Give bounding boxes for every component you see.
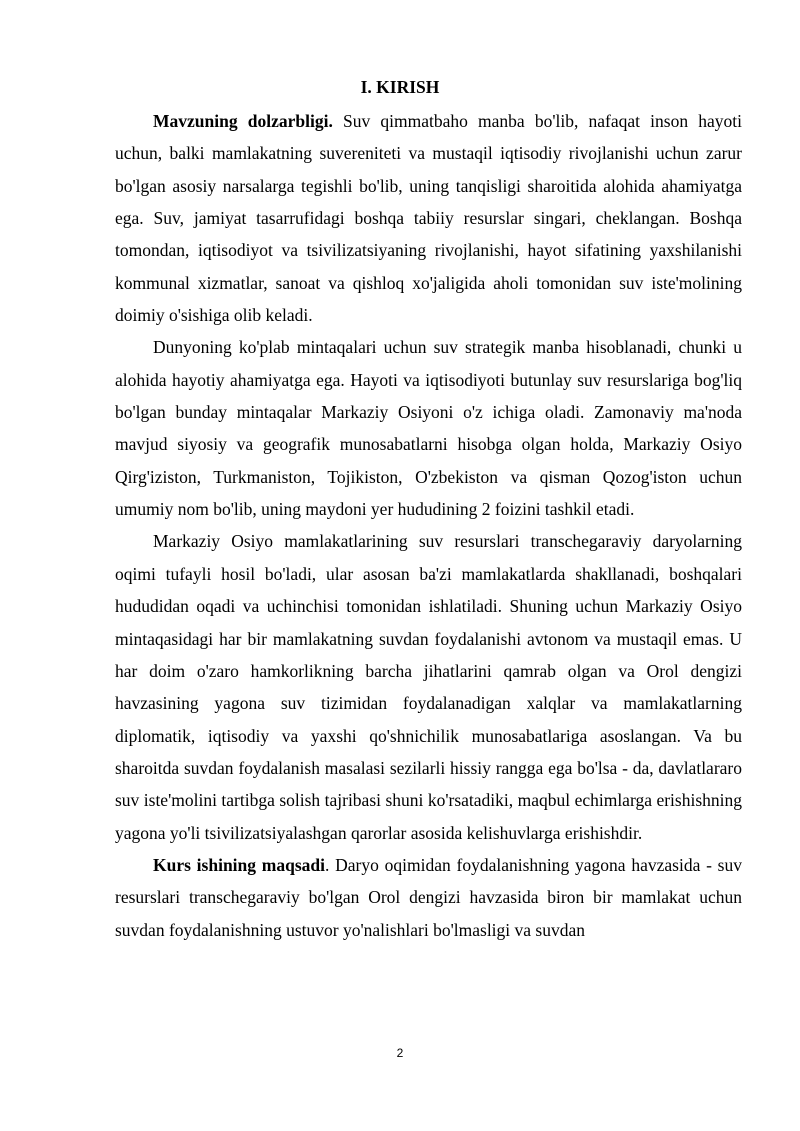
paragraph-text: Dunyoning ko'plab mintaqalari uchun suv strategik manba hisoblanadi, chunki u alohida hayotiy ahamiyatga ega. Hayoti va iqtisodiyoti butunlay suv resurslariga bog'liq bo'lgan bunday mintaqalar Markaziy Osiyoni o'z ichiga oladi. Zamonaviy ma'noda mavjud siyosiy va geografik munosabatlarni hisobga olgan holda, Markaziy Osiyo Qirg'iziston, Turkmaniston, Tojikiston, O'zbekiston va qisman Qozog'iston uchun umumiy nom bo'lib, uning maydoni yer hududining 2 foizini tashkil etadi. [115, 337, 742, 520]
paragraph-water-strategic [115, 331, 742, 525]
paragraph-text: . Daryo oqimidan foydalanishning yagona havzasida - suv resurslari transchegaraviy bo'lgan Orol dengizi havzasida biron bir mamlakat uchun suvdan foydalanishning ustuvor yo'nalishlari bo'lmasligi va suvdan [115, 854, 742, 940]
section-title: I. KIRISH [360, 77, 440, 97]
paragraph-transboundary [115, 525, 742, 848]
page-number: 2 [396, 1046, 404, 1060]
paragraph-lead: Kurs ishining maqsadi [153, 854, 326, 875]
paragraph-text: Suv qimmatbaho manba bo'lib, nafaqat inson hayoti uchun, balki mamlakatning suvereniteti va mustaqil iqtisodiy rivojlanishi uchun zarur bo'lgan asosiy narsalarga tegishli bo'lib, uning tanqisligi sharoitida alohida ahamiyatga ega. Suv, jamiyat tasarrufidagi boshqa tabiiy resurslar singari, cheklangan. Boshqa tomondan, iqtisodiyot va tsivilizatsiyaning rivojlanishi, hayot sifatining yaxshilanishi kommunal xizmatlar, sanoat va qishloq xo'jaligida aholi tomonidan suv iste'molining doimiy o'sishiga olib keladi. [115, 111, 742, 326]
paragraph-relevance [115, 105, 742, 331]
paragraph-lead: Mavzuning dolzarbligi. [153, 111, 333, 131]
paragraph-goal [115, 849, 742, 946]
document-body [115, 105, 742, 946]
paragraph-text: Markaziy Osiyo mamlakatlarining suv resurslari transchegaraviy daryolarning oqimi tufayli hosil bo'ladi, ular asosan ba'zi mamlakatlarda shakllanadi, boshqalari hududidan oqadi va uchinchisi tomonidan ishlatiladi. Shuning uchun Markaziy Osiyo mintaqasidagi har bir mamlakatning suvdan foydalanishi avtonom va mustaqil emas. U har doim o'zaro hamkorlikning barcha jihatlarini qamrab olgan va Orol dengizi havzasining yagona suv tizimidan foydalanadigan xalqlar va mamlakatlarning diplomatik, iqtisodiy va yaxshi qo'shnichilik munosabatlariga asoslangan. Va bu sharoitda suvdan foydalanish masalasi sezilarli hissiy rangga ega bo'lsa - da, davlatlararo suv iste'molini tartibga solish tajribasi shuni ko'rsatadiki, maqbul echimlarga erishishning yagona yo'li tsivilizatsiyalashgan qarorlar asosida kelishuvlarga erishishdir. [115, 531, 742, 843]
